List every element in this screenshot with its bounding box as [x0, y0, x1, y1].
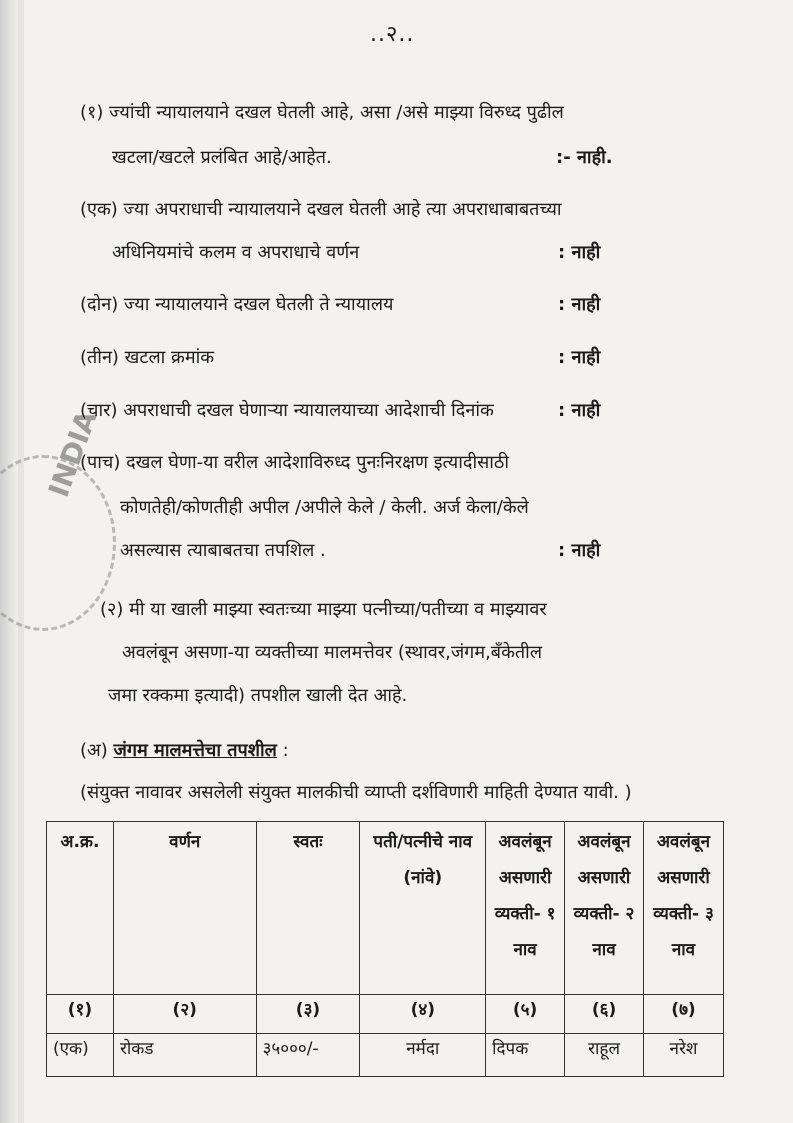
header-serial: अ.क्र. [47, 822, 114, 995]
cell-spouse: नर्मदा [360, 1034, 486, 1077]
section1-answer: :- नाही. [556, 147, 613, 168]
subsection-a-prefix: (अ) [80, 740, 108, 761]
section2-line3: जमा रक्कमा इत्यादी) तपशील खाली देत आहे. [108, 685, 408, 706]
item-4-line1: (चार) अपराधाची दखल घेणाऱ्या न्यायालयाच्या आदेशाची दिनांक [80, 400, 494, 421]
header-dependent-2: अवलंबून असणारी व्यक्ती- २ नाव [565, 822, 644, 995]
cell-self: ३५०००/- [256, 1034, 360, 1077]
col-number: (७) [644, 995, 724, 1034]
item-5-line3: असल्यास त्याबाबतचा तपशिल . [120, 540, 326, 561]
table-header-row [47, 822, 724, 995]
item-2-line1: (दोन) ज्या न्यायालयाने दखल घेतली ते न्यायालय [80, 294, 394, 315]
table-number-row [47, 995, 724, 1034]
header-description: वर्णन [113, 822, 256, 995]
col-number: (२) [113, 995, 256, 1034]
header-dependent-3: अवलंबून असणारी व्यक्ती- ३ नाव [644, 822, 724, 995]
col-number: (५) [486, 995, 565, 1034]
col-number: (१) [47, 995, 114, 1034]
col-number: (६) [565, 995, 644, 1034]
page-number: ..२.. [370, 22, 415, 47]
header-self: स्वतः [256, 822, 360, 995]
header-spouse: पती/पत्नीचे नाव (नांवे) [360, 822, 486, 995]
movable-assets-table [46, 821, 724, 1077]
cell-dependent-3: नरेश [644, 1034, 724, 1077]
item-2-answer: : नाही [558, 294, 601, 315]
section2-line2: अवलंबून असणा-या व्यक्तीच्या मालमत्तेवर (स्थावर,जंगम,बँकेतील [122, 642, 543, 663]
table-row [47, 1034, 724, 1077]
cell-serial: (एक) [47, 1034, 114, 1077]
col-number: (३) [256, 995, 360, 1034]
subsection-a-suffix: : [276, 740, 289, 761]
section1-line1: (१) ज्यांची न्यायालयाने दखल घेतली आहे, असा /असे माझ्या विरुध्द पुढील [80, 102, 564, 123]
item-4-answer: : नाही [558, 400, 601, 421]
subsection-a-title: जंगम मालमत्तेचा तपशील [113, 740, 277, 761]
item-1-line1: (एक) ज्या अपराधाची न्यायालयाने दखल घेतली आहे त्या अपराधाबाबतच्या [80, 199, 562, 220]
cell-dependent-1: दिपक [486, 1034, 565, 1077]
subsection-a-note: (संयुक्त नावावर असलेली संयुक्त मालकीची व्याप्ती दर्शविणारी माहिती देण्यात यावी. ) [80, 782, 632, 803]
item-1-answer: : नाही [558, 242, 601, 263]
item-3-answer: : नाही [558, 347, 601, 368]
cell-dependent-2: राहूल [565, 1034, 644, 1077]
item-5-answer: : नाही [558, 540, 601, 561]
item-5-line2: कोणतेही/कोणतीही अपील /अपीले केले / केली. अर्ज केला/केले [120, 497, 529, 518]
subsection-a-heading [80, 738, 289, 762]
section2-line1: (२) मी या खाली माझ्या स्वतःच्या माझ्या पत्नीच्या/पतीच्या व माझ्यावर [100, 599, 547, 620]
item-3-line1: (तीन) खटला क्रमांक [80, 347, 215, 368]
header-dependent-1: अवलंबून असणारी व्यक्ती- १ नाव [486, 822, 565, 995]
stamp-seal-text: INDIA [42, 406, 104, 502]
item-5-line1: (पाच) दखल घेणा-या वरील आदेशाविरुध्द पुनःनिरक्षण इत्यादीसाठी [80, 452, 510, 473]
cell-description: रोकड [113, 1034, 256, 1077]
section1-line2: खटला/खटले प्रलंबित आहे/आहेत. [112, 147, 332, 168]
col-number: (४) [360, 995, 486, 1034]
item-1-line2: अधिनियमांचे कलम व अपराधाचे वर्णन [112, 242, 360, 263]
